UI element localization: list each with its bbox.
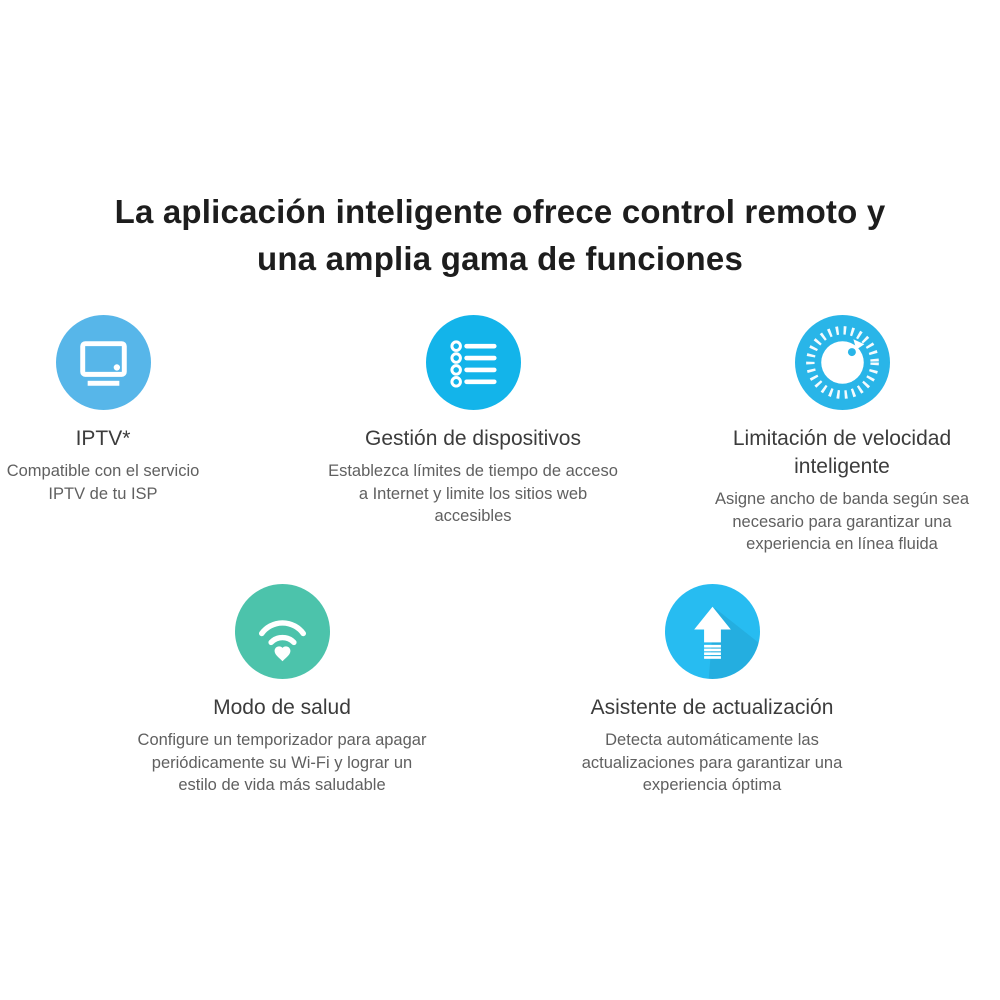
feature-update-assistant-title: Asistente de actualización	[590, 696, 834, 719]
feature-health-mode-icon-wrap	[132, 584, 432, 679]
device-list-icon	[426, 315, 521, 410]
wifi-heart-icon	[235, 584, 330, 679]
speed-dial-icon	[795, 315, 890, 410]
feature-speed-limit-icon-wrap	[692, 315, 992, 410]
tv-icon	[56, 315, 151, 410]
feature-update-assistant	[557, 584, 867, 797]
update-arrow-icon	[665, 584, 760, 679]
feature-device-management-title: Gestión de dispositivos	[365, 427, 581, 450]
feature-iptv	[3, 315, 203, 505]
feature-iptv-icon-wrap	[3, 315, 203, 410]
feature-health-mode	[132, 584, 432, 797]
page-title	[0, 188, 1000, 282]
feature-iptv-title: IPTV*	[75, 427, 131, 450]
feature-device-management-description: Establezca límites de tiempo de acceso a Internet y limite los sitios web accesibles	[328, 462, 618, 525]
feature-speed-limit-description: Asigne ancho de banda según sea necesario para garantizar una experiencia en línea fluida	[714, 490, 970, 553]
page-title-line1: La aplicación inteligente ofrece control remoto y	[114, 193, 886, 231]
feature-health-mode-title: Modo de salud	[213, 696, 351, 719]
feature-update-assistant-icon-wrap	[557, 584, 867, 679]
feature-device-management	[328, 315, 618, 528]
feature-speed-limit	[692, 315, 992, 556]
feature-speed-limit-title: Limitación de velocidad inteligente	[732, 427, 952, 478]
feature-device-management-icon-wrap	[328, 315, 618, 410]
page-title-line2: una amplia gama de funciones	[256, 240, 744, 278]
feature-update-assistant-description: Detecta automáticamente las actualizaciones para garantizar una experiencia óptima	[581, 731, 843, 794]
feature-iptv-description: Compatible con el servicio IPTV de tu ISP	[6, 462, 200, 503]
feature-health-mode-description: Configure un temporizador para apagar periódicamente su Wi-Fi y lograr un estilo de vida más saludable	[137, 731, 427, 794]
